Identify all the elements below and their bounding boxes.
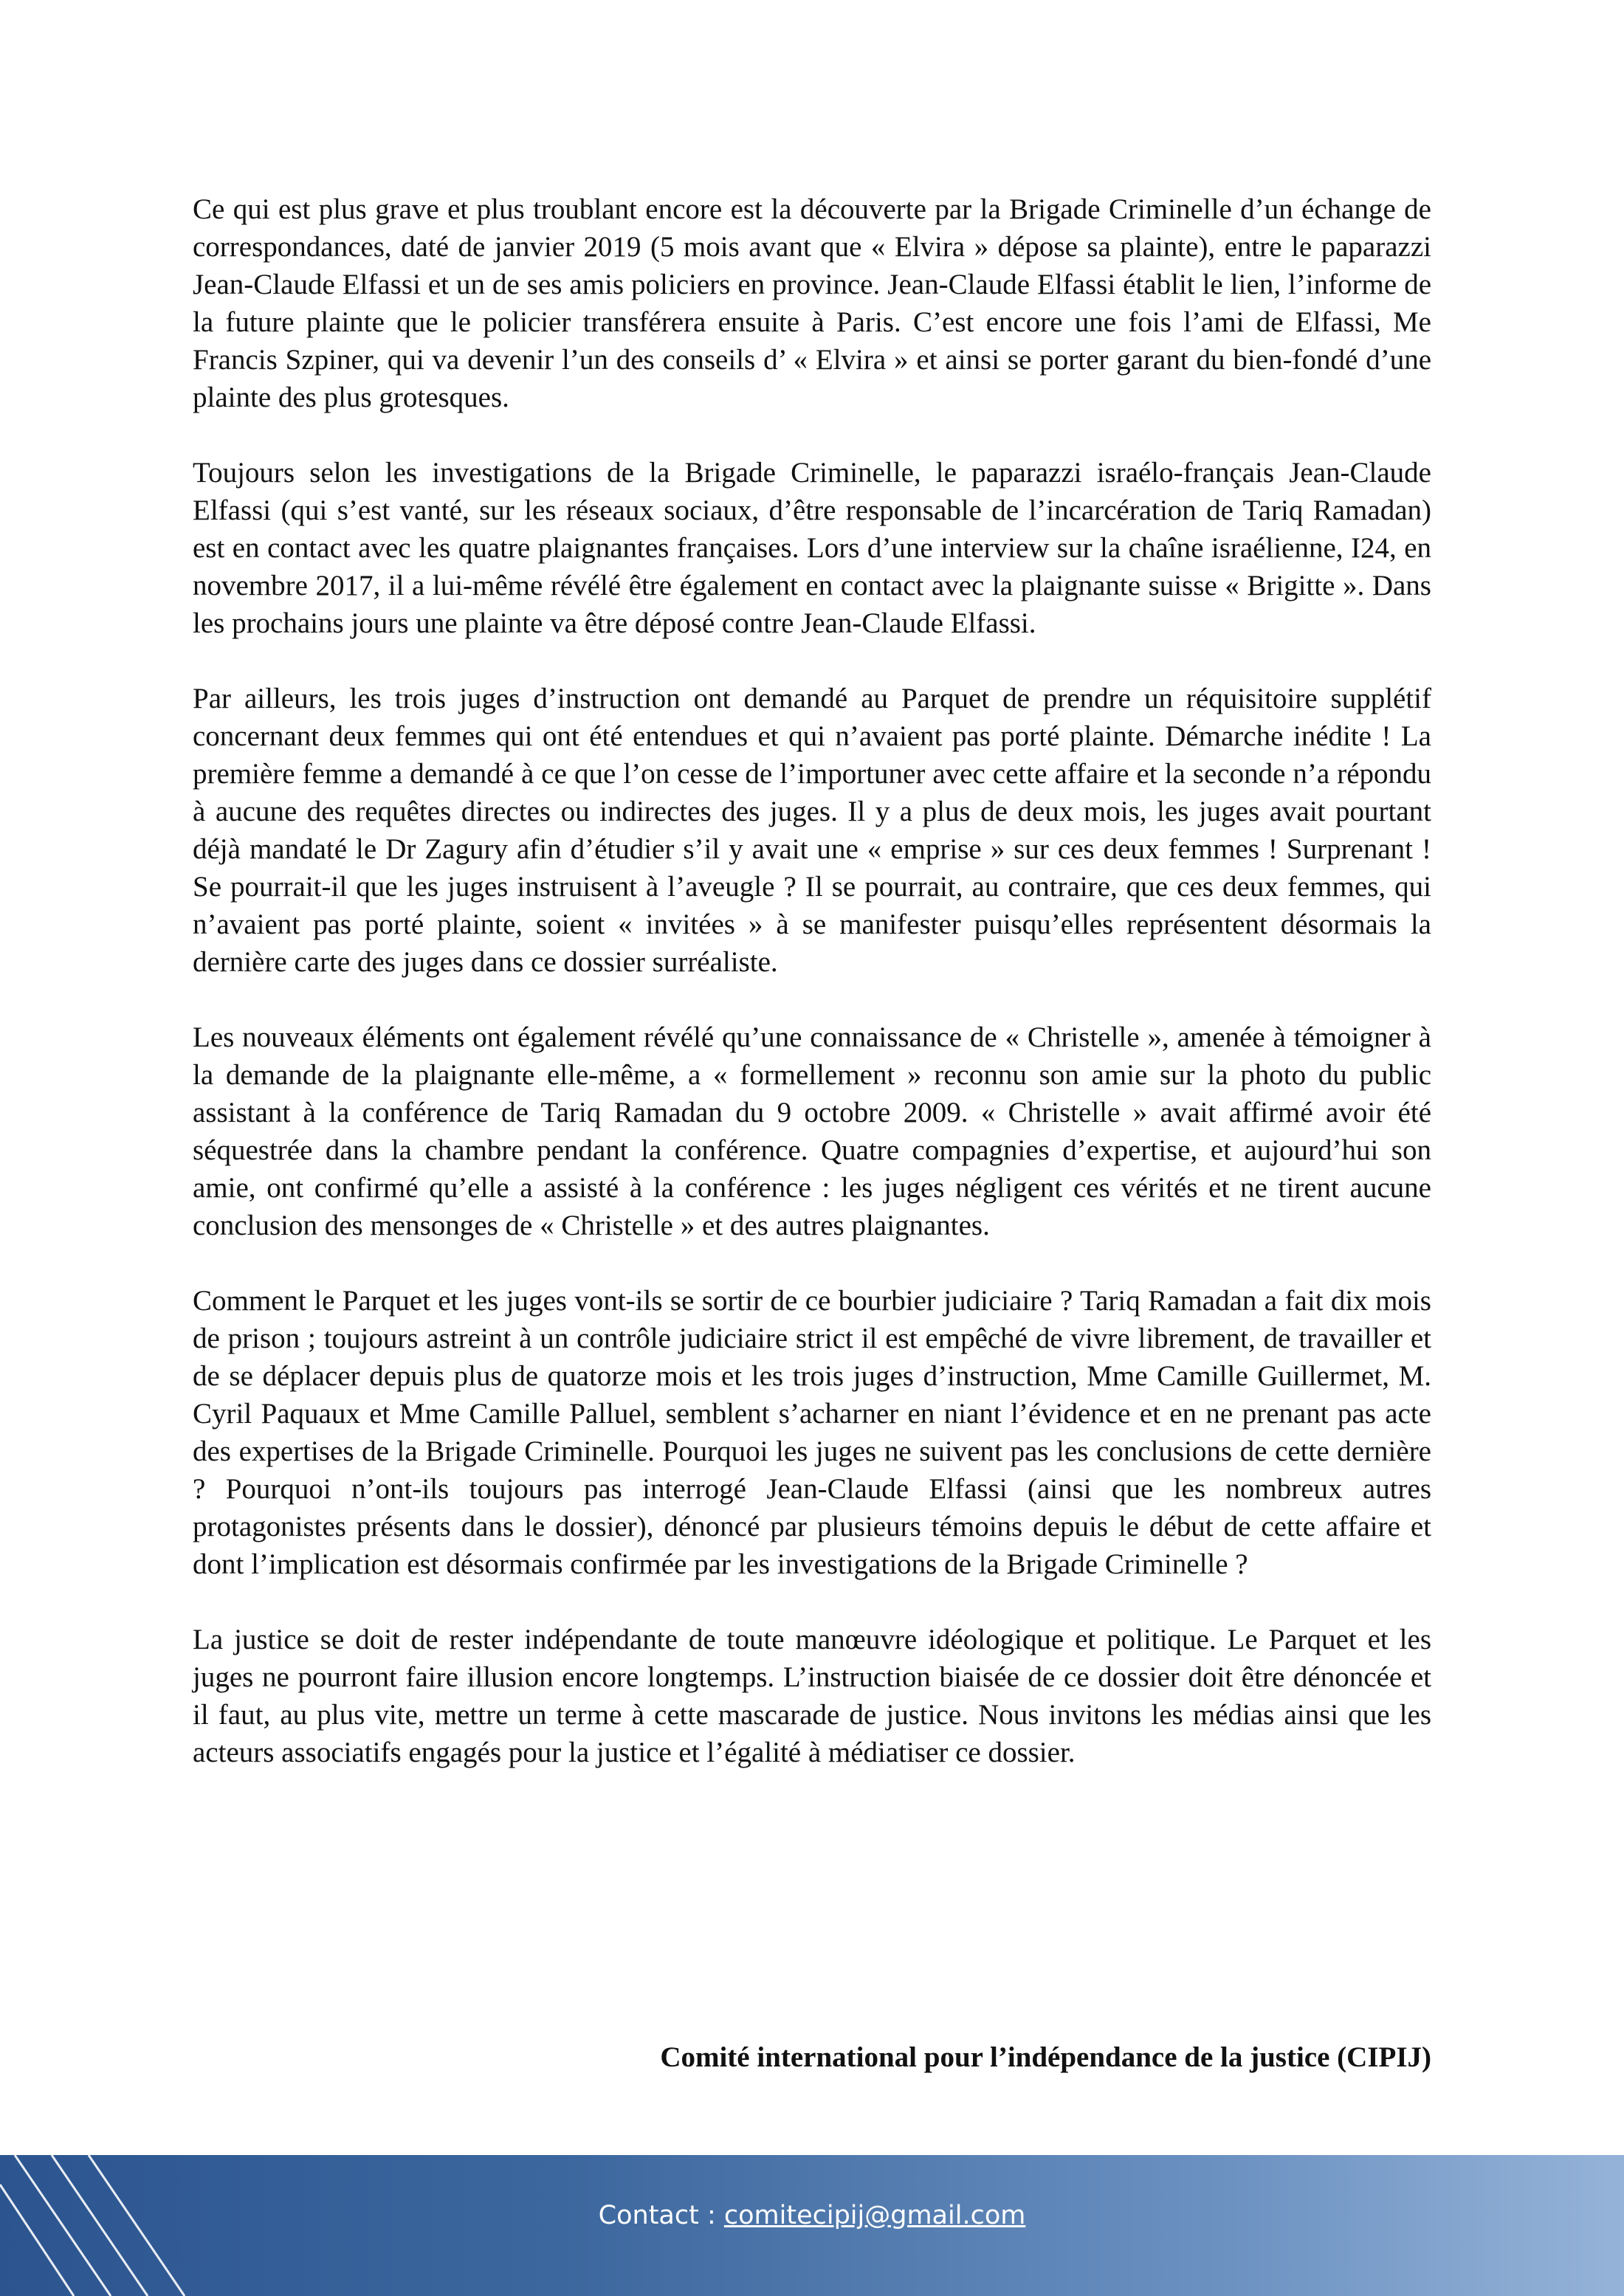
contact-line: [0, 2201, 1624, 2230]
paragraph-1: Ce qui est plus grave et plus troublant encore est la découverte par la Brigade Criminelle d’un échange de correspondances, daté de janvier 2019 (5 mois avant que « Elvira » dépose sa plainte), entre le paparazzi Jean-Claude Elfassi et un de ses amis policiers en province. Jean-Claude Elfassi établit le lien, l’informe de la future plainte que le policier transférera ensuite à Paris. C’est encore une fois l’ami de Elfassi, Me Francis Szpiner, qui va devenir l’un des conseils d’ « Elvira » et ainsi se porter garant du bien-fondé d’une plainte des plus grotesques.: [193, 193, 1431, 413]
contact-email-link[interactable]: comitecipij@gmail.com: [723, 2201, 1026, 2230]
paragraph-3: Par ailleurs, les trois juges d’instruction ont demandé au Parquet de prendre un réquisitoire supplétif concernant deux femmes qui ont été entendues et qui n’avaient pas porté plainte. Démarche inédite ! La première femme a demandé à ce que l’on cesse de l’importuner avec cette affaire et la seconde n’a répondu à aucune des requêtes directes ou indirectes des juges. Il y a plus de deux mois, les juges avait pourtant déjà mandaté le Dr Zagury afin d’étudier s’il y avait une « emprise » sur ces deux femmes ! Surprenant ! Se pourrait-il que les juges instruisent à l’aveugle ? Il se pourrait, au contraire, que ces deux femmes, qui n’avaient pas porté plainte, soient « invitées » à se manifester puisqu’elles représentent désormais la dernière carte des juges dans ce dossier surréaliste.: [193, 683, 1431, 978]
paragraph-2: Toujours selon les investigations de la Brigade Criminelle, le paparazzi israélo-français Jean-Claude Elfassi (qui s’est vanté, sur les réseaux sociaux, d’être responsable de l’incarcération de Tariq Ramadan) est en contact avec les quatre plaignantes françaises. Lors d’une interview sur la chaîne israélienne, I24, en novembre 2017, il a lui-même révélé être également en contact avec la plaignante suisse « Brigitte ». Dans les prochains jours une plainte va être déposé contre Jean-Claude Elfassi.: [193, 457, 1431, 639]
paragraph-5: Comment le Parquet et les juges vont-ils se sortir de ce bourbier judiciaire ? Tariq Ramadan a fait dix mois de prison ; toujours astreint à un contrôle judiciaire strict il est empêché de vivre librement, de travailler et de se déplacer depuis plus de quatorze mois et les trois juges d’instruction, Mme Camille Guillermet, M. Cyril Paquaux et Mme Camille Palluel, semblent s’acharner en niant l’évidence et en ne prenant pas acte des expertises de la Brigade Criminelle. Pourquoi les juges ne suivent pas les conclusions de cette dernière ? Pourquoi n’ont-ils toujours pas interrogé Jean-Claude Elfassi (ainsi que les nombreux autres protagonistes présents dans le dossier), dénoncé par plusieurs témoins depuis le début de cette affaire et dont l’implication est désormais confirmée par les investigations de la Brigade Criminelle ?: [193, 1285, 1431, 1580]
paragraph-6: La justice se doit de rester indépendante de toute manœuvre idéologique et politique. Le Parquet et les juges ne pourront faire illusion encore longtemps. L’instruction biaisée de ce dossier doit être dénoncée et il faut, au plus vite, mettre un terme à cette mascarade de justice. Nous invitons les médias ainsi que les acteurs associatifs engagés pour la justice et l’égalité à médiatiser ce dossier.: [193, 1624, 1431, 1768]
footer-banner: [0, 2155, 1624, 2296]
signature: Comité international pour l’indépendance de la justice (CIPIJ): [660, 2041, 1431, 2073]
paragraph-4: Les nouveaux éléments ont également révélé qu’une connaissance de « Christelle », amenée à témoigner à la demande de la plaignante elle-même, a « formellement » reconnu son amie sur la photo du public assistant à la conférence de Tariq Ramadan du 9 octobre 2009. « Christelle » avait affirmé avoir été séquestrée dans la chambre pendant la conférence. Quatre compagnies d’expertise, et aujourd’hui son amie, ont confirmé qu’elle a assisté à la conférence : les juges négligent ces vérités et ne tirent aucune conclusion des mensonges de « Christelle » et des autres plaignantes.: [193, 1021, 1431, 1241]
contact-label: Contact :: [598, 2201, 724, 2230]
document-body: [193, 190, 1431, 1809]
